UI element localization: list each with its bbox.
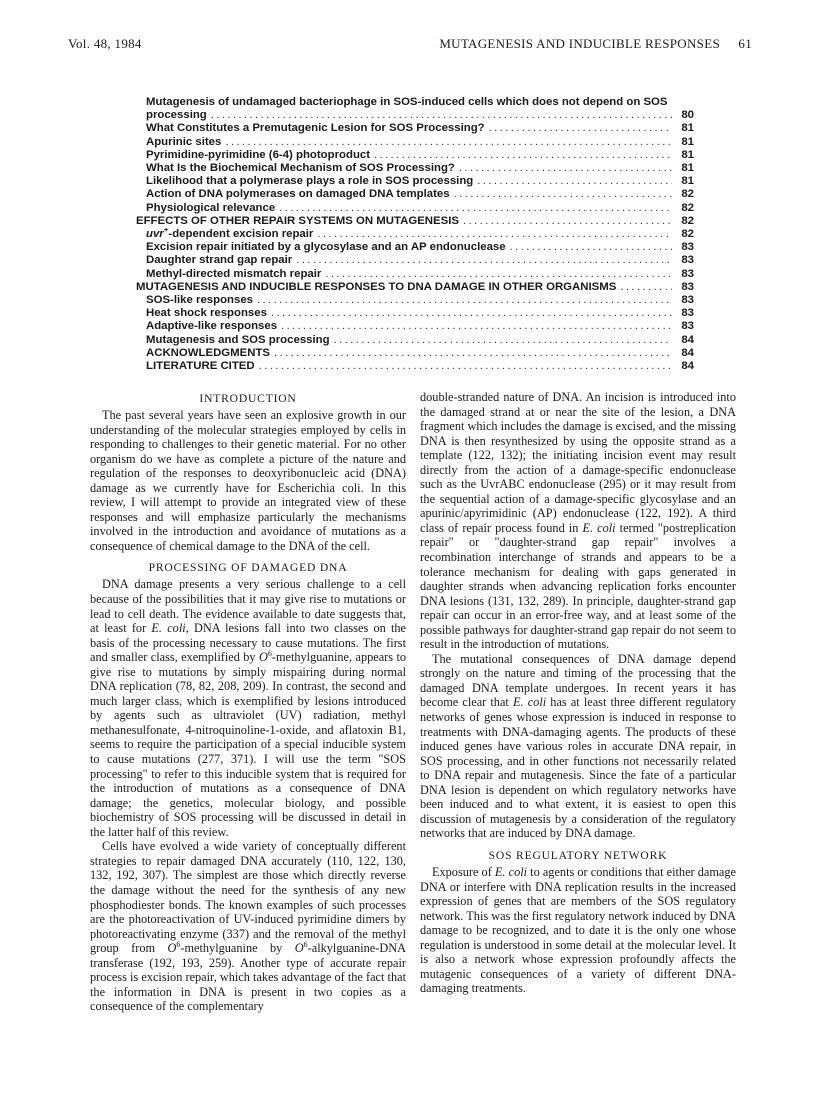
toc-leader-dots [267, 307, 672, 320]
toc-leader-dots [450, 188, 672, 201]
toc-page-number: 80 [681, 109, 694, 122]
toc-entry-title: Apurinic sites [146, 135, 222, 148]
toc-entry-title: SOS-like responses [146, 294, 253, 307]
toc-entry-title: Daughter strand gap repair [146, 254, 293, 267]
toc-entry[interactable] [120, 109, 694, 122]
table-of-contents [120, 96, 694, 373]
toc-page-number: 83 [681, 267, 694, 280]
toc-page-number: 83 [681, 280, 694, 293]
toc-page-number: 81 [681, 148, 694, 161]
toc-leader-dots [313, 228, 672, 241]
paragraph: DNA damage presents a very serious challenge to a cell because of the possibilities that it may give rise to mutations or lead to cell death. The evidence available to date suggests that, at least for E. coli, DNA lesions fall into two classes on the basis of the processing necessary to cause mutations. The first and smaller class, exemplified by $O^6$-methylguanine, appears to give rise to mutations by simply mispairing during normal DNA replication (78, 82, 208, 209). In contrast, the second and much larger class, which is exemplified by lesions introduced by agents such as ultraviolet (UV) radiation, methyl methanesulfonate, 4-nitroquinoline-1-oxide, and aflatoxin B1, seems to require the participation of a special inducible system to cause mutations (277, 371). I will use the term "SOS processing" to refer to this inducible system that is required for the introduction of mutations as a consequence of DNA damage; the genetics, molecular biology, and possible biochemistry of SOS processing will be discussed in detail in the latter half of this review. [90, 577, 407, 839]
toc-entry-title: Pyrimidine-pyrimidine (6-4) photoproduct [146, 148, 371, 161]
section-heading-introduction: INTRODUCTION [199, 392, 297, 405]
toc-entry[interactable] [120, 122, 694, 135]
toc-page-number: 81 [681, 135, 694, 148]
paragraph: The mutational consequences of DNA damage depend strongly on the nature and timing of the processing that the damaged DNA template undergoes. In recent years it has become clear that E. coli has at least three different regulatory networks of genes whose expression is induced in response to treatments with DNA-damaging agents. The products of these induced genes have various roles in accurate DNA repair, in SOS processing, and in other functions not necessarily related to DNA repair and mutagenesis. Since the fate of a particular DNA lesion is dependent on which regulatory networks have been induced and to what extent, it is easiest to open this discussion of mutagenesis by a consideration of the regulatory networks that are induced by DNA damage. [420, 651, 736, 841]
toc-leader-dots [221, 136, 672, 149]
page-header [68, 36, 752, 56]
section-heading-sos-network: SOS REGULATORY NETWORK [488, 848, 668, 862]
toc-leader-dots [459, 215, 672, 228]
toc-entry[interactable] [120, 294, 694, 307]
toc-entry-title: uvr+-dependent excision repair [146, 228, 314, 241]
toc-leader-dots [207, 109, 672, 122]
toc-entry[interactable] [120, 228, 694, 241]
right-column [420, 390, 736, 996]
toc-entry[interactable] [120, 241, 694, 254]
toc-entry[interactable] [120, 334, 694, 347]
toc-entry[interactable] [120, 136, 694, 149]
toc-page-number: 82 [681, 214, 694, 227]
toc-leader-dots [473, 175, 672, 188]
toc-entry-title: Methyl-directed mismatch repair [146, 267, 322, 280]
toc-entry-title: EFFECTS OF OTHER REPAIR SYSTEMS ON MUTAGENESIS [136, 214, 459, 227]
toc-entry[interactable] [120, 202, 694, 215]
paragraph: double-stranded nature of DNA. An incision is introduced into the damaged strand at or near the site of the lesion, a DNA fragment which includes the damage is excised, and the missing DNA is then resynthesized by using the opposite strand as a template (122, 132); the initiating incision event may result directly from the action of a damage-specific endonuclease such as the UvrABC endonuclease (295) or it may result from the sequential action of a damage-specific glycosylase and an apurinic/apyrimidinic (AP) endonuclease (122, 192). A third class of repair process found in E. coli termed "postreplication repair" or "daughter-strand gap repair" involves a recombination interchange of strands and appears to be a tolerance mechanism for dealing with gaps generated in daughter strands when advancing replication forks encounter DNA lesions (131, 132, 289). In principle, daughter-strand gap repair can occur in an error-free way, and at least some of the possible pathways for daughter-strand gap repair do not seem to result in the introduction of mutations. [420, 390, 737, 652]
toc-entry[interactable] [120, 320, 694, 333]
toc-leader-dots [455, 162, 672, 175]
toc-entry-title: ACKNOWLEDGMENTS [146, 346, 271, 359]
toc-entry[interactable] [120, 175, 694, 188]
toc-entry[interactable] [120, 215, 694, 228]
toc-entry-title: Adaptive-like responses [146, 320, 278, 333]
toc-page-number: 83 [681, 254, 694, 267]
toc-page-number: 82 [681, 228, 694, 241]
paragraph: Cells have evolved a wide variety of conceptually different strategies to repair damaged DNA accurately (110, 122, 130, 132, 192, 307). The simplest are those which directly reverse the damage without the need for the synthesis of any new phosphodiester bonds. The known examples of such processes are the photoreactivation of UV-induced pyrimidine dimers by photoreactivating enzyme (337) and the removal of the methyl group from $O^6$-methylguanine by $O^6-alkylguanine$-DNA transferase (192, 193, 259). Another type of accurate repair process is excision repair, which takes advantage of the fact that the information in DNA is present in two copies as a consequence of the complementary [90, 839, 406, 1014]
toc-leader-dots [270, 347, 672, 360]
toc-entry-title: Physiological relevance [146, 201, 276, 214]
toc-leader-dots [253, 294, 672, 307]
toc-page-number: 83 [681, 307, 694, 320]
toc-leader-dots [616, 281, 672, 294]
left-column [90, 390, 406, 1014]
toc-page-number: 82 [681, 188, 694, 201]
toc-entry-title: MUTAGENESIS AND INDUCIBLE RESPONSES TO DNA DAMAGE IN OTHER ORGANISMS [136, 280, 617, 293]
toc-entry-title: What Constitutes a Premutagenic Lesion for SOS Processing? [146, 122, 485, 135]
toc-entry-title: processing [146, 109, 207, 122]
toc-leader-dots [321, 268, 672, 281]
toc-entry-title: Likelihood that a polymerase plays a role in SOS processing [146, 175, 474, 188]
toc-page-number: 84 [681, 360, 694, 373]
toc-entry-title: Heat shock responses [146, 307, 267, 320]
toc-entry[interactable] [120, 149, 694, 162]
toc-page-number: 83 [681, 241, 694, 254]
paragraph: The past several years have seen an explosive growth in our understanding of the molecular strategies employed by cells in responding to challenges to their genetic material. For no other organism do we have as complete a picture of the nature and regulation of the responses to deoxyribonucleic acid (DNA) damage as we currently have for Escherichia coli. In this review, I will attempt to provide an integrated view of these responses and will emphasize particularly the mechanisms involved in the introduction and avoidance of mutations as a consequence of chemical damage to the DNA of the cell. [90, 408, 406, 553]
toc-entry[interactable] [120, 188, 694, 201]
toc-entry[interactable] [120, 281, 694, 294]
toc-entry-title: LITERATURE CITED [146, 360, 255, 373]
toc-entry-title-line: Mutagenesis of undamaged bacteriophage in SOS-induced cells which does not depend on SOS [146, 96, 668, 108]
toc-entry[interactable] [120, 360, 694, 373]
toc-entry-title: Mutagenesis and SOS processing [146, 333, 330, 346]
toc-leader-dots [370, 149, 672, 162]
toc-page-number: 84 [681, 333, 694, 346]
toc-entry-title: Action of DNA polymerases on damaged DNA templates [146, 188, 450, 201]
toc-leader-dots [292, 254, 672, 267]
running-title: MUTAGENESIS AND INDUCIBLE RESPONSES [439, 36, 720, 51]
toc-page-number: 81 [681, 175, 694, 188]
journal-volume: Vol. 48, 1984 [68, 36, 142, 51]
toc-entry[interactable] [120, 162, 694, 175]
toc-entry-title: Excision repair initiated by a glycosylase and an AP endonuclease [146, 241, 506, 254]
toc-leader-dots [255, 360, 672, 373]
toc-page-number: 81 [681, 162, 694, 175]
toc-entry[interactable] [120, 347, 694, 360]
toc-leader-dots [506, 241, 672, 254]
toc-page-number: 83 [681, 294, 694, 307]
toc-entry-title: What Is the Biochemical Mechanism of SOS Processing? [146, 162, 455, 175]
toc-page-number: 82 [681, 201, 694, 214]
toc-leader-dots [275, 202, 672, 215]
toc-leader-dots [277, 320, 672, 333]
toc-entry[interactable] [120, 307, 694, 320]
page-number: 61 [738, 36, 752, 51]
toc-page-number: 84 [681, 346, 694, 359]
paragraph: Exposure of E. coli to agents or conditions that either damage DNA or interfere with DNA replication results in the increased expression of genes that are members of the SOS regulatory network. This was the first regulatory network induced by DNA damage to be recognized, and to date it is the only one whose regulation is understood in some detail at the molecular level. It is also a network whose expression profoundly affects the mutagenic consequences of a variety of different DNA-damaging treatments. [420, 864, 736, 996]
toc-entry[interactable] [120, 254, 694, 267]
toc-entry[interactable] [120, 268, 694, 281]
toc-page-number: 81 [681, 122, 694, 135]
toc-leader-dots [330, 334, 672, 347]
toc-leader-dots [485, 122, 672, 135]
toc-page-number: 83 [681, 320, 694, 333]
section-heading-processing: PROCESSING OF DAMAGED DNA [148, 561, 348, 575]
